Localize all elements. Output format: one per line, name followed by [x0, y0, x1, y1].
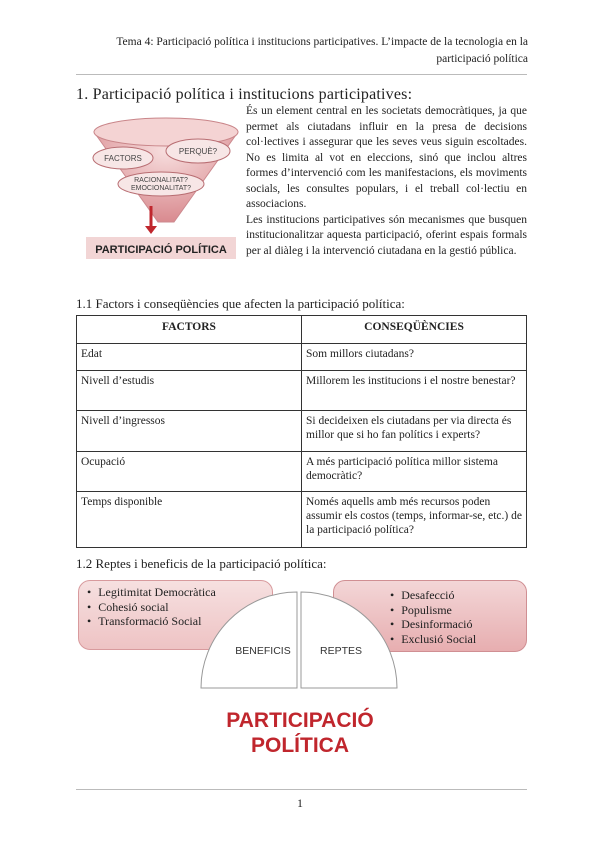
intro-paragraph-2: Les institucions participatives són mecanismes que busquen institucionalitzar aquesta participació, oferint espais formals per al diàleg i la intervenció ciutadana en la gestió pública. [246, 213, 527, 257]
table-cell-factor: Ocupació [77, 452, 302, 492]
benefit-item: • Legitimitat Democràtica [87, 585, 267, 600]
challenges-label: REPTES [319, 645, 363, 657]
factors-table [76, 315, 527, 548]
table-header-row [77, 316, 527, 344]
benefit-item: • Cohesió social [87, 600, 267, 615]
table-header-factors: FACTORS [77, 316, 302, 344]
table-row [77, 452, 527, 492]
section-1-2-title: 1.2 Reptes i beneficis de la participació política: [76, 556, 327, 571]
challenges-list [390, 588, 524, 646]
footer-divider [76, 789, 527, 790]
funnel-diagram [86, 110, 246, 262]
funnel-arrow-head [145, 226, 157, 234]
funnel-label-perque: PERQUÈ? [178, 147, 218, 156]
section-1-title: 1. Participació política i institucions participatives: [76, 86, 413, 103]
challenge-item: • Desafecció [390, 588, 524, 603]
intro-text [246, 104, 527, 259]
table-cell-factor: Nivell d’estudis [77, 371, 302, 411]
table-cell-consequence: Som millors ciutadans? [302, 344, 527, 371]
table-row [77, 371, 527, 411]
table-cell-factor: Temps disponible [77, 492, 302, 548]
challenges-quarter [301, 592, 397, 688]
participation-big-title [150, 708, 450, 758]
big-title-line-2: POLÍTICA [251, 734, 349, 757]
table-header-consequences: CONSEQÜÈNCIES [302, 316, 527, 344]
benefits-label: BENEFICIS [235, 645, 291, 657]
table-cell-consequence: Millorem les institucions i el nostre benestar? [302, 371, 527, 411]
funnel-label-emocionalitat: EMOCIONALITAT? [130, 185, 192, 192]
big-title-line-1: PARTICIPACIÓ [226, 709, 374, 732]
benefits-challenges-diagram [199, 590, 399, 690]
rationality-bubble [118, 172, 204, 196]
challenge-item: • Populisme [390, 603, 524, 618]
table-cell-factor: Nivell d’ingressos [77, 411, 302, 452]
funnel-banner-text: PARTICIPACIÓ POLÍTICA [95, 244, 227, 256]
challenge-item: • Exclusió Social [390, 632, 524, 647]
table-row [77, 492, 527, 548]
table-cell-factor: Edat [77, 344, 302, 371]
header-line-2: participació política [436, 53, 528, 65]
page-number: 1 [297, 796, 303, 810]
intro-paragraph-1: És un element central en les societats democràtiques, ja que permet als ciutadans influir en la presa de decisions col·lectives i assegurar que les seves veus siguin escoltades. No es limita al vot en eleccions, sinó que inclou altres formes d’intervenció com les manifestacions, els moviments socials, les consultes populars, i el treball col·lectiu en associacions. [246, 105, 527, 210]
header-divider [76, 74, 527, 75]
table-row [77, 411, 527, 452]
funnel-label-racionalitat: RACIONALITAT? [134, 177, 188, 184]
page-header [68, 34, 528, 68]
challenge-item: • Desinformació [390, 617, 524, 632]
table-row [77, 344, 527, 371]
benefits-quarter [201, 592, 297, 688]
table-cell-consequence: Només aquells amb més recursos poden assumir els costos (temps, informar-se, etc.) de la participació política? [302, 492, 527, 548]
table-cell-consequence: Si decideixen els ciutadans per via directa és millor que si ho fan polítics i experts? [302, 411, 527, 452]
header-line-1: Tema 4: Participació política i institucions participatives. L’impacte de la tecnologia en la [116, 36, 528, 48]
section-1-1-title: 1.1 Factors i conseqüències que afecten la participació política: [76, 296, 405, 311]
benefit-item: • Transformació Social [87, 614, 267, 629]
table-cell-consequence: A més participació política millor sistema democràtic? [302, 452, 527, 492]
funnel-label-factors: FACTORS [104, 154, 142, 163]
